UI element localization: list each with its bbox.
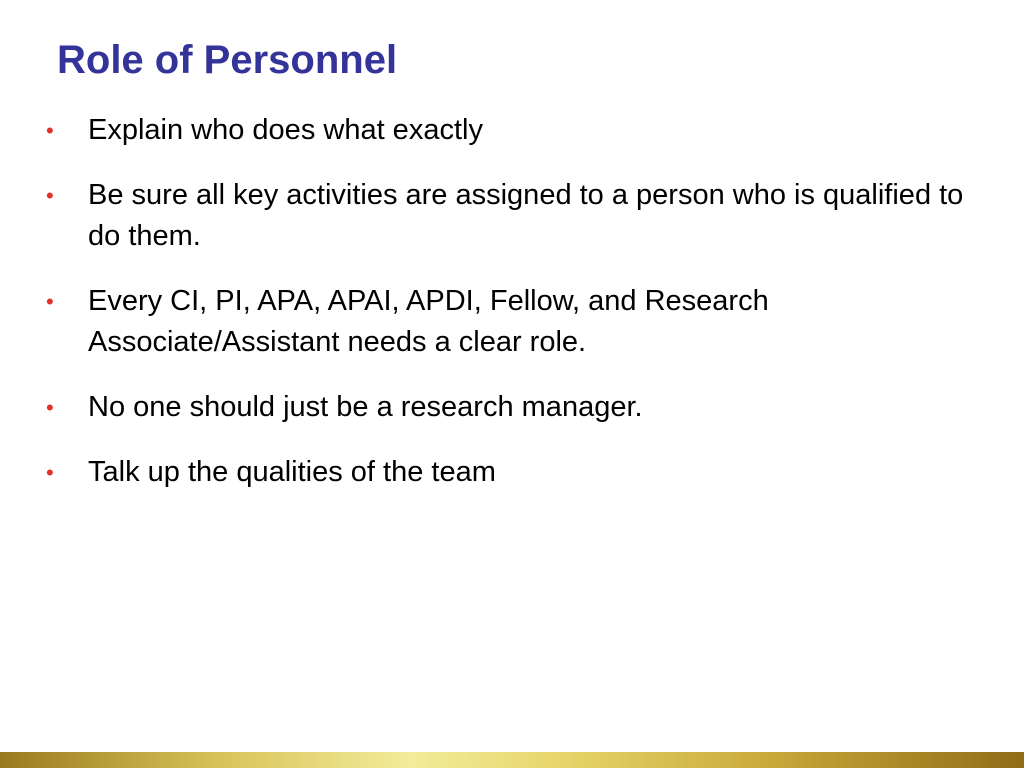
slide-title: Role of Personnel <box>57 38 398 82</box>
bullet-list <box>44 110 984 517</box>
bullet-item-2 <box>44 175 984 257</box>
bullet-item-1 <box>44 110 984 151</box>
bullet-text: Be sure all key activities are assigned to a person who is qualified to do them. <box>88 179 964 252</box>
bullet-text: Explain who does what exactly <box>88 114 483 146</box>
bullet-text: Every CI, PI, APA, APAI, APDI, Fellow, and Research Associate/Assistant needs a clear role. <box>88 285 769 358</box>
bullet-item-4 <box>44 387 984 428</box>
bullet-item-3 <box>44 281 984 363</box>
bullet-text: Talk up the qualities of the team <box>88 456 496 488</box>
bullet-dot-icon: • <box>46 289 54 314</box>
bullet-dot-icon: • <box>46 460 54 485</box>
bullet-dot-icon: • <box>46 118 54 143</box>
bullet-dot-icon: • <box>46 395 54 420</box>
bullet-item-5 <box>44 452 984 493</box>
footer-gold-bar <box>0 752 1024 768</box>
bullet-dot-icon: • <box>46 183 54 208</box>
bullet-text: No one should just be a research manager. <box>88 391 643 423</box>
